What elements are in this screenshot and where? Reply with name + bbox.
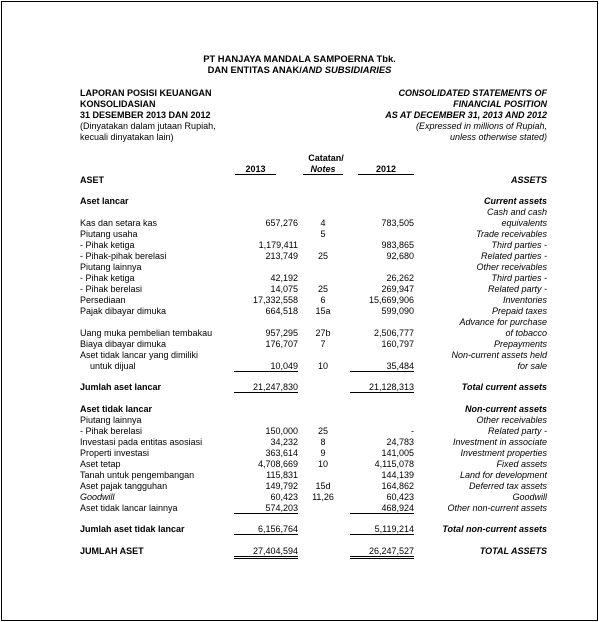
row-value-2013: 150,000 (265, 426, 298, 436)
row-value-2013: 6,156,764 (234, 524, 298, 535)
row-value-2013: 60,423 (270, 492, 298, 502)
row-label-en: Third parties - (491, 273, 547, 283)
row-note: 11,26 (312, 492, 334, 502)
row-label-id: - Pihak berelasi (80, 284, 143, 294)
left-note-1: (Dinyatakan dalam jutaan Rupiah, (80, 121, 216, 131)
row-value-2013: 213,749 (265, 251, 298, 261)
row-note: 10 (317, 459, 328, 469)
row-value-2012: 983,865 (381, 240, 414, 250)
row-label-id: untuk dijual (90, 361, 136, 371)
row-value-2012: 26,247,527 (350, 546, 414, 559)
row-label-id: - Pihak berelasi (80, 426, 143, 436)
row-value-2012: 160,797 (381, 339, 414, 349)
subsidiaries-en: AND SUBSIDIARIES (301, 64, 392, 75)
row-label-en: Fixed assets (496, 459, 547, 469)
row-label-en: Cash and cash (486, 207, 547, 217)
row-value-2012: 144,139 (381, 470, 414, 480)
right-note-1: (Expressed in millions of Rupiah, (415, 121, 547, 131)
row-label-id: Goodwill (80, 492, 115, 502)
row-note: 6 (320, 295, 326, 305)
row-label-id: Biaya dibayar dimuka (80, 339, 167, 349)
row-value-2012: - (411, 426, 414, 436)
row-value-2013: 10,049 (234, 361, 298, 372)
row-label-en: Goodwill (512, 492, 547, 502)
row-value-2012: 21,128,313 (350, 382, 414, 393)
row-label-id: - Pihak-pihak berelasi (80, 251, 167, 261)
row-value-2012: 5,119,214 (350, 524, 414, 535)
col-2012: 2012 (358, 164, 414, 175)
row-label-id: JUMLAH ASET (80, 546, 144, 556)
row-label-en: Total non-current assets (442, 524, 547, 534)
assets-heading: ASSETS (510, 175, 547, 185)
row-value-2013: 363,614 (265, 448, 298, 458)
row-label-en: Current assets (483, 196, 547, 206)
row-label-id: Aset pajak tangguhan (80, 481, 168, 491)
row-label-id: Properti investasi (80, 448, 150, 458)
row-label-en: Related parties - (480, 251, 547, 261)
row-value-2013: 664,518 (265, 306, 298, 316)
row-note: 27b (315, 328, 331, 338)
row-value-2013: 957,295 (265, 328, 298, 338)
row-value-2013: 1,179,411 (258, 240, 298, 250)
row-value-2012: 60,423 (386, 492, 414, 502)
row-value-2013: 14,075 (270, 284, 298, 294)
row-value-2012: 35,484 (350, 361, 414, 372)
row-value-2012: 599,090 (381, 306, 414, 316)
row-label-en: Other non-current assets (447, 503, 547, 513)
row-label-id: Uang muka pembelian tembakau (80, 328, 213, 338)
row-label-id: Persediaan (80, 295, 126, 305)
row-label-en: Related party - (487, 426, 547, 436)
row-value-2013: 17,332,558 (252, 295, 298, 305)
row-value-2013: 176,707 (265, 339, 298, 349)
row-value-2012: 26,262 (386, 273, 414, 283)
row-value-2013: 27,404,594 (234, 546, 298, 559)
row-label-id: Piutang lainnya (80, 415, 142, 425)
row-label-en: Investment in associate (452, 437, 547, 447)
right-note-2: unless otherwise stated) (449, 132, 547, 142)
subsidiaries-line (0, 65, 599, 75)
row-label-id: - Pihak ketiga (80, 240, 135, 250)
left-title-3: 31 DESEMBER 2013 DAN 2012 (80, 110, 211, 120)
row-value-2013: 4,708,669 (257, 459, 298, 469)
row-value-2012: 15,669,906 (368, 295, 414, 305)
row-value-2012: 468,924 (350, 503, 414, 514)
row-label-en: Non-current assets held (451, 350, 547, 360)
row-value-2012: 92,680 (386, 251, 414, 261)
col-catatan: Catatan/ (308, 153, 344, 163)
row-label-en: Land for development (459, 470, 547, 480)
row-value-2013: 657,276 (265, 218, 298, 228)
row-label-en: Non-current assets (464, 404, 547, 414)
row-label-en: Prepayments (493, 339, 547, 349)
row-note: 10 (317, 361, 328, 371)
right-title-2: FINANCIAL POSITION (453, 99, 547, 109)
row-label-id: Aset tetap (80, 459, 121, 469)
row-value-2012: 783,505 (381, 218, 414, 228)
row-label-id: Aset tidak lancar lainnya (80, 503, 178, 513)
row-label-en: Deferred tax assets (468, 481, 547, 491)
row-label-en: Total current assets (461, 382, 547, 392)
subsidiaries-id: DAN ENTITAS ANAK/ (207, 64, 302, 75)
aset-heading: ASET (80, 175, 105, 185)
row-label-id: Pajak dibayar dimuka (80, 306, 167, 316)
row-note: 4 (320, 218, 326, 228)
row-value-2013: 115,831 (266, 470, 298, 480)
row-label-en: TOTAL ASSETS (479, 546, 547, 556)
row-label-id: Piutang lainnya (80, 262, 142, 272)
row-value-2012: 4,115,078 (374, 459, 414, 469)
row-label-en: for sale (517, 361, 547, 371)
row-value-2013: 34,232 (270, 437, 298, 447)
row-note: 7 (320, 339, 326, 349)
row-label-id: Kas dan setara kas (80, 218, 158, 228)
row-note: 5 (320, 229, 326, 239)
row-label-en: Investment properties (460, 448, 547, 458)
col-notes: Notes (303, 164, 343, 175)
row-value-2012: 269,947 (381, 284, 414, 294)
row-note: 25 (317, 284, 328, 294)
row-label-en: Inventories (502, 295, 547, 305)
row-label-en: of tobacco (505, 328, 547, 338)
col-2013: 2013 (235, 164, 276, 175)
row-label-en: Related party - (487, 284, 547, 294)
row-label-id: Investasi pada entitas asosiasi (80, 437, 203, 447)
left-note-2: kecuali dinyatakan lain) (80, 132, 174, 142)
row-value-2013: 149,792 (265, 481, 298, 491)
row-note: 8 (320, 437, 326, 447)
row-value-2012: 164,862 (381, 481, 414, 491)
row-label-id: Aset lancar (80, 196, 129, 206)
company-name: PT HANJAYA MANDALA SAMPOERNA Tbk. (203, 53, 396, 64)
row-label-en: Other receivables (476, 262, 547, 272)
row-label-id: Jumlah aset lancar (80, 382, 162, 392)
row-label-id: Jumlah aset tidak lancar (80, 524, 185, 534)
row-label-id: Aset tidak lancar yang dimiliki (80, 350, 199, 360)
row-label-id: Piutang usaha (80, 229, 138, 239)
row-value-2012: 2,506,777 (373, 328, 414, 338)
row-label-en: Other receivables (476, 415, 547, 425)
row-note: 25 (317, 426, 328, 436)
row-label-en: equivalents (501, 218, 547, 228)
row-label-en: Advance for purchase (459, 317, 547, 327)
row-value-2013: 574,203 (234, 503, 298, 514)
row-value-2012: 24,783 (386, 437, 414, 447)
row-note: 9 (320, 448, 326, 458)
row-note: 15d (315, 481, 331, 491)
row-value-2013: 21,247,830 (234, 382, 298, 393)
row-note: 25 (317, 251, 328, 261)
row-label-en: Third parties - (491, 240, 547, 250)
row-label-en: Prepaid taxes (491, 306, 547, 316)
left-title-2: KONSOLIDASIAN (80, 99, 156, 109)
row-label-en: Trade receivables (476, 229, 547, 239)
row-label-id: - Pihak ketiga (80, 273, 135, 283)
row-label-id: Aset tidak lancar (80, 404, 153, 414)
row-value-2013: 42,192 (270, 273, 298, 283)
row-note: 15a (315, 306, 331, 316)
right-title-3: AS AT DECEMBER 31, 2013 AND 2012 (385, 110, 547, 120)
left-title-1: LAPORAN POSISI KEUANGAN (80, 88, 212, 98)
right-title-1: CONSOLIDATED STATEMENTS OF (398, 88, 547, 98)
row-value-2012: 141,005 (381, 448, 414, 458)
row-label-id: Tanah untuk pengembangan (80, 470, 195, 480)
